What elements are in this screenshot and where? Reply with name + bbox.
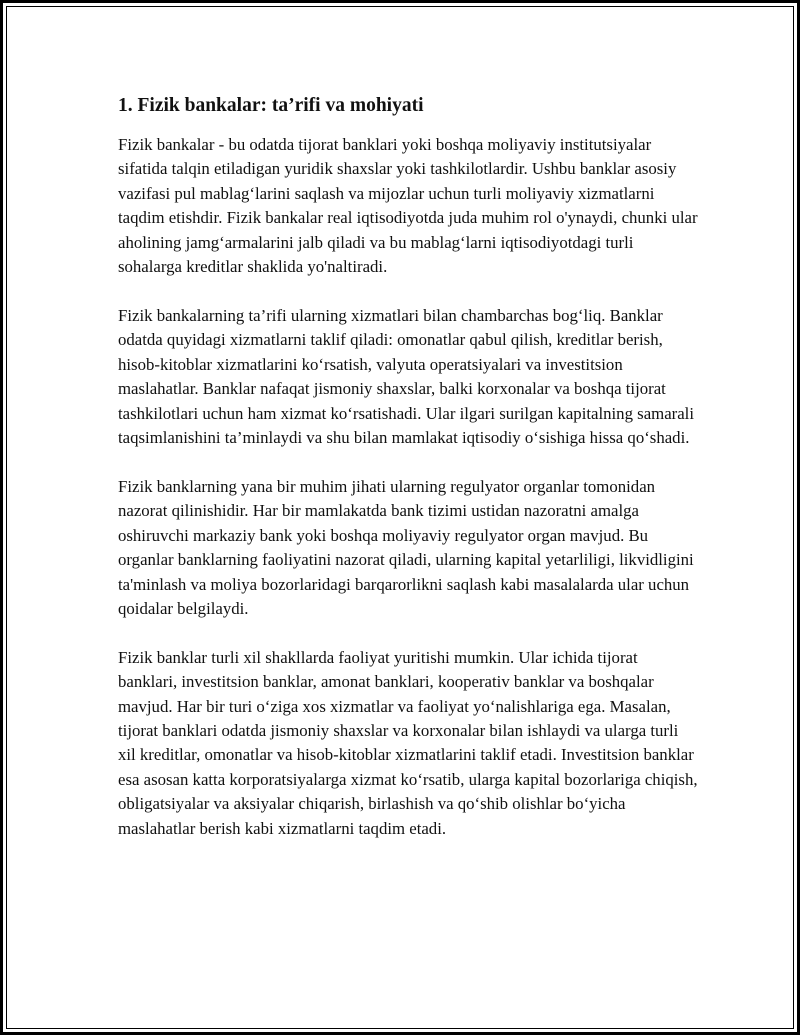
paragraph-1: Fizik bankalar - bu odatda tijorat banklari yoki boshqa moliyaviy institutsiyalar sifatida talqin etiladigan yuridik shaxslar yoki tashkilotlardir. Ushbu banklar asosiy vazifasi pul mablag‘larini saqlash va mijozlar uchun turli moliyaviy xizmatlarni taqdim etishdir. Fizik bankalar real iqtisodiyotda juda muhim rol o'ynaydi, chunki ular aholining jamg‘armalarini jalb qiladi va bu mablag‘larni iqtisodiyotdagi turli sohalarga kreditlar shaklida yo'naltiradi.: [118, 135, 698, 277]
document-body: [118, 92, 698, 866]
paragraph-3: Fizik banklarning yana bir muhim jihati ularning regulyator organlar tomonidan nazorat qilinishidir. Har bir mamlakatda bank tizimi ustidan nazoratni amalga oshiruvchi markaziy bank yoki boshqa moliyaviy regulyator organ mavjud. Bu organlar banklarning faoliyatini nazorat qiladi, ularning kapital yetarliligi, likvidligini ta'minlash va moliya bozorlaridagi barqarorlikni saqlash kabi masalalarda ular uchun qoidalar belgilaydi.: [118, 476, 694, 618]
paragraph-4: Fizik banklar turli xil shakllarda faoliyat yuritishi mumkin. Ular ichida tijorat banklari, investitsion banklar, amonat banklari, kooperativ banklar va boshqalar mavjud. Har bir turi o‘ziga xos xizmatlar va faoliyat yo‘nalishlariga ega. Masalan, tijorat banklari odatda jismoniy shaxslar va korxonalar bilan ishlaydi va ularga turli xil kreditlar, omonatlar va hisob-kitoblar xizmatlarini taklif etadi. Investitsion banklar esa asosan katta korporatsiyalarga xizmat ko‘rsatib, ularga kapital bozorlariga chiqish, obligatsiyalar va aksiyalar chiqarish, birlashish va qo‘shib olishlar bo‘yicha maslahatlar berish kabi xizmatlarni taqdim etadi.: [118, 647, 698, 838]
section-heading: 1. Fizik bankalar: ta’rifi va mohiyati: [118, 95, 424, 116]
paragraph-2: Fizik bankalarning ta’rifi ularning xizmatlari bilan chambarchas bog‘liq. Banklar odatda quyidagi xizmatlarni taklif qiladi: omonatlar qabul qilish, kreditlar berish, hisob-kitoblar xizmatlarini ko‘rsatish, valyuta operatsiyalari va investitsion maslahatlar. Banklar nafaqat jismoniy shaxslar, balki korxonalar va boshqa tijorat tashkilotlari uchun ham xizmat ko‘rsatishadi. Ular ilgari surilgan kapitalning samarali taqsimlanishini ta’minlaydi va shu bilan mamlakat iqtisodiy o‘sishiga hissa qo‘shadi.: [118, 305, 695, 447]
